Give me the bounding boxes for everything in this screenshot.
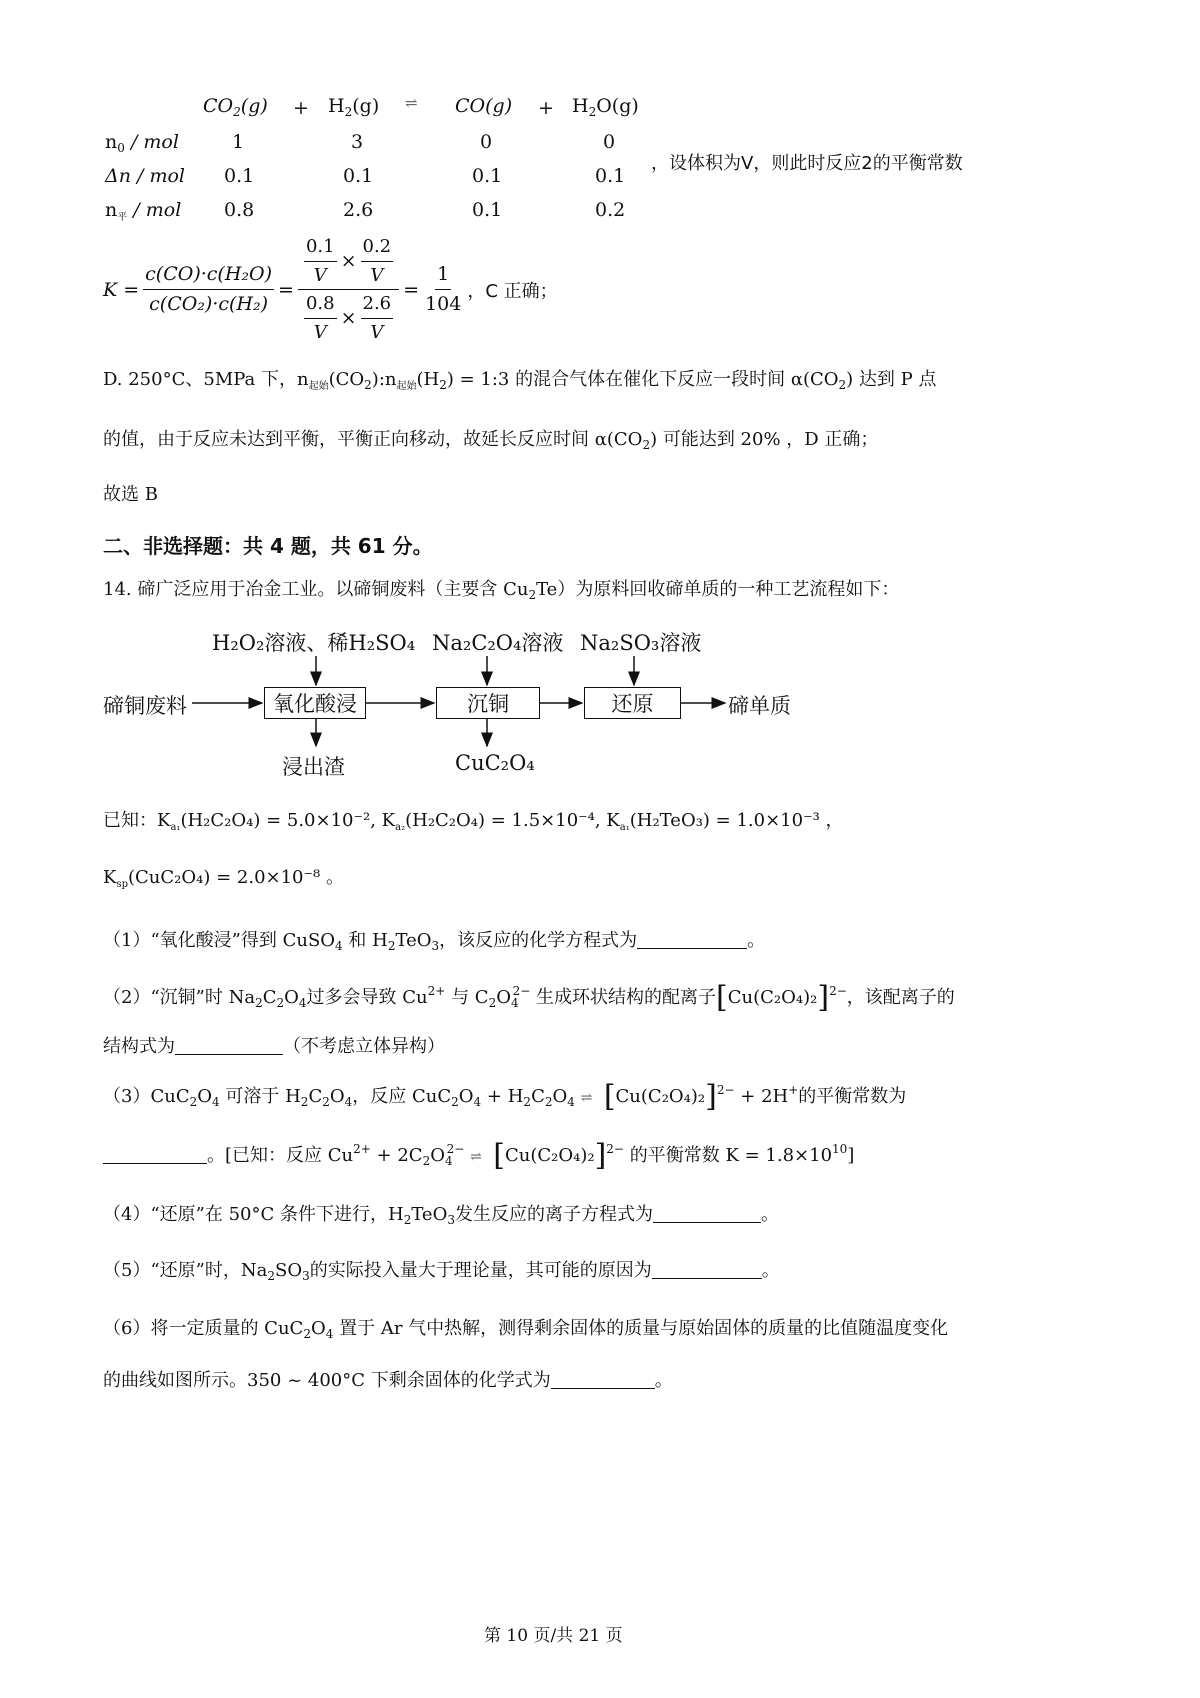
equals-sign: = bbox=[403, 278, 420, 301]
answer-blank[interactable] bbox=[653, 1204, 761, 1223]
flow-product-tellurium: 碲单质 bbox=[728, 694, 791, 718]
sub-question-6: （6）将一定质量的 $CuC_2O_4$ 置于 Ar 气中热解，测得剩余固体的质量与原始固体的质量的比值随温度变化 bbox=[103, 1318, 949, 1341]
ice-header-co2: $CO_2(g)$ bbox=[203, 95, 268, 119]
option-d-line2: 的值，由于反应未达到平衡，平衡正向移动，故延长反应时间 $\alpha(CO_2)$ 可能达到 20% ，D 正确； bbox=[103, 429, 879, 452]
flow-reagent-oxidation: H₂O₂溶液、稀H₂SO₄ bbox=[212, 631, 416, 655]
flow-step-copper-precipitation: 沉铜 bbox=[436, 687, 540, 719]
flowchart-arrows bbox=[0, 0, 1200, 800]
sub-question-3: $(3)CuC_2O_4$ 可溶于 $H_2C_2O_4$，反应 $CuC_2O_4 + H_2C_2O_4$ ⇌ $[Cu(C_2O_4)_2]^{2-} + 2H^+$的平衡常数为 bbox=[103, 1079, 907, 1114]
ice-cell: 0.1 bbox=[472, 199, 503, 221]
sub-question-1: （1）“氧化酸浸”得到 CuSO$_4$ 和 $H_2TeO_3$，该反应的化学方程式为 。 bbox=[103, 930, 766, 953]
k-concentration-fraction: $\frac{\text{c(CO)·c(H₂O)}}{\text{c(CO₂)·c(H₂)}}$ bbox=[145, 263, 273, 316]
ice-row-label-dn: Δn / mol bbox=[105, 165, 185, 187]
sub-question-6-line2: 的曲线如图所示。350 ~ 400°C 下剩余固体的化学式为 。 bbox=[103, 1370, 673, 1391]
ice-cell: 0.8 bbox=[224, 199, 255, 221]
sub-question-2-line2: 结构式为 （不考虑立体异构） bbox=[103, 1036, 445, 1057]
equals-sign: = bbox=[278, 278, 294, 301]
answer-line: 故选 B bbox=[103, 484, 158, 505]
page-footer: 第 10 页/共 21 页 bbox=[484, 1626, 623, 1646]
sub-question-2: （2）“沉铜”时 $Na_2C_2O_4$过多会导致 $Cu^{2+}$ 与 $C_2O_4^{2-}$ 生成环状结构的配离子$[Cu(C_2O_4)_2]^{2-}$，该配离子的 bbox=[103, 980, 955, 1015]
flow-output-residue: 浸出渣 bbox=[282, 755, 345, 779]
sub-question-4: （4）“还原”在 50°C 条件下进行，$H_2TeO_3$发生反应的离子方程式为 。 bbox=[103, 1204, 779, 1227]
sub-question-5: （5）“还原”时，$Na_2SO_3$的实际投入量大于理论量，其可能的原因为 。 bbox=[103, 1260, 780, 1283]
ice-plus-2: + bbox=[538, 97, 554, 119]
ice-cell: 0.1 bbox=[343, 165, 374, 187]
k-symbol: K = bbox=[103, 278, 140, 301]
ice-cell: 3 bbox=[351, 131, 364, 153]
answer-blank[interactable] bbox=[103, 1145, 207, 1164]
k-conclusion: ，C 正确； bbox=[467, 280, 558, 302]
ice-cell: 2.6 bbox=[343, 199, 374, 221]
ice-cell: 0.2 bbox=[595, 199, 626, 221]
flow-step-oxidative-leach: 氧化酸浸 bbox=[264, 687, 366, 719]
ice-row-label-neq: $n_平$ / mol bbox=[105, 199, 182, 223]
ice-side-note: ，设体积为V，则此时反应2的平衡常数 bbox=[651, 153, 963, 174]
flow-reagent-sulfite: Na₂SO₃溶液 bbox=[580, 631, 702, 655]
ice-cell: 0 bbox=[603, 131, 616, 153]
ice-cell: 0.1 bbox=[224, 165, 255, 187]
ice-cell: 0 bbox=[480, 131, 493, 153]
option-d-line1: D. 250°C、5MPa 下，$n_{起始}(CO_2):n_{起始}(H_2)$ = 1:3 的混合气体在催化下反应一段时间 $\alpha(CO_2)$ 达到 P 点 bbox=[103, 369, 937, 392]
ice-header-h2: $H_2(g)$ bbox=[328, 95, 380, 119]
answer-blank[interactable] bbox=[637, 930, 747, 949]
flow-step-reduction: 还原 bbox=[584, 687, 681, 719]
section-heading: 二、非选择题：共 4 题，共 61 分。 bbox=[103, 534, 433, 558]
sub-question-3-line2: 。[已知：反应 $Cu^{2+} + 2C_2O_4^{2-}$ ⇌ $[Cu(C_2O_4)_2]^{2-}$ 的平衡常数 $K = 1.8\times 10^{10}$] bbox=[103, 1141, 854, 1171]
flow-reagent-oxalate: Na₂C₂O₄溶液 bbox=[432, 631, 564, 655]
ice-row-label-n0: $n_0$ / mol bbox=[105, 131, 179, 155]
q14-intro: 14. 碲广泛应用于冶金工业。以碲铜废料（主要含 $Cu_2Te$）为原料回收碲单质的一种工艺流程如下： bbox=[103, 579, 900, 602]
flow-start-material: 碲铜废料 bbox=[103, 694, 187, 718]
ice-header-h2o: $H_2O(g)$ bbox=[572, 95, 639, 119]
ice-cell: 1 bbox=[232, 131, 245, 153]
known-constants-line1: 已知：$K_{a_1}(H_2C_2O_4) = 5.0\times 10^{-2}$, $K_{a_2}(H_2C_2O_4) = 1.5\times 10^{-4}$, $K_{a_1}(H_2TeO_3) = 1.0\times 10^{-3}$ ， bbox=[103, 810, 844, 833]
k-value-fraction: $\frac{0.1}{V}$ × $\frac{0.2}{V}$ $\frac{0.8}{V}$ × $\frac{2.6}{V}$ bbox=[298, 236, 399, 343]
flow-output-cuc2o4: CuC₂O₄ bbox=[455, 751, 535, 775]
ice-plus-1: + bbox=[293, 97, 309, 119]
ice-cell: 0.1 bbox=[595, 165, 626, 187]
answer-blank[interactable] bbox=[652, 1260, 762, 1279]
ice-equilibrium-sign: ⇌ bbox=[405, 94, 418, 112]
answer-blank[interactable] bbox=[175, 1036, 283, 1055]
known-constants-line2: $K_{sp}(CuC_2O_4) = 2.0\times 10^{-8}$ 。 bbox=[103, 867, 344, 890]
ice-header-co: CO(g) bbox=[455, 95, 513, 117]
answer-blank[interactable] bbox=[551, 1370, 655, 1389]
k-result-fraction: $\frac{1}{104}$ bbox=[425, 263, 462, 316]
ice-cell: 0.1 bbox=[472, 165, 503, 187]
